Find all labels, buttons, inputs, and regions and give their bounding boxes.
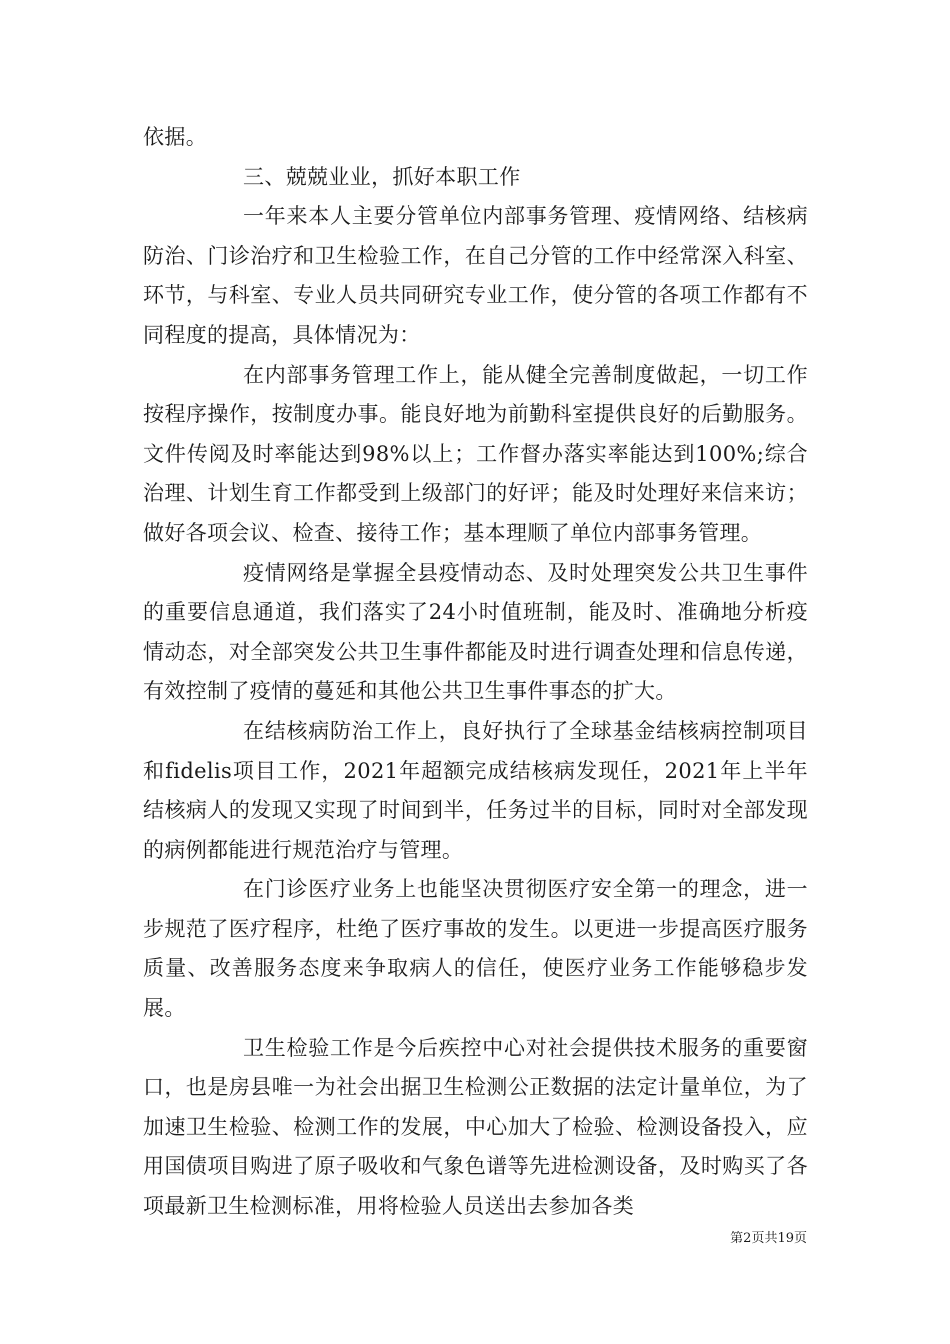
paragraph-outpatient: 在门诊医疗业务上也能坚决贯彻医疗安全第一的理念，进一步规范了医疗程序，杜绝了医疗事故的发生。以更进一步提高医疗服务质量、改善服务态度来争取病人的信任，使医疗业务工作能够稳步发展。 (143, 877, 808, 1021)
page-number-footer: 第2页共19页 (730, 1231, 807, 1246)
paragraph-health-inspection: 卫生检验工作是今后疾控中心对社会提供技术服务的重要窗口，也是房县唯一为社会出据卫生检测公正数据的法定计量单位，为了加速卫生检验、检测工作的发展，中心加大了检验、检测设备投入，应用国债项目购进了原子吸收和气象色谱等先进检测设备，及时购买了各项最新卫生检测标准，用将检验人员送出去参加各类 (143, 1035, 808, 1219)
paragraph-overview: 一年来本人主要分管单位内部事务管理、疫情网络、结核病防治、门诊治疗和卫生检验工作，在自己分管的工作中经常深入科室、环节，与科室、专业人员共同研究专业工作，使分管的各项工作都有不同程度的提高，具体情况为： (143, 204, 808, 347)
paragraph-epidemic-network: 疫情网络是掌握全县疫情动态、及时处理突发公共卫生事件的重要信息通道，我们落实了24小时值班制，能及时、准确地分析疫情动态，对全部突发公共卫生事件都能及时进行调查处理和信息传递，有效控制了疫情的蔓延和其他公共卫生事件事态的扩大。 (143, 560, 808, 704)
document-body (143, 118, 808, 1227)
section-heading: 三、兢兢业业，抓好本职工作 (243, 164, 521, 189)
paragraph-internal-affairs: 在内部事务管理工作上，能从健全完善制度做起，一切工作按程序操作，按制度办事。能良好地为前勤科室提供良好的后勤服务。文件传阅及时率能达到98%以上；工作督办落实率能达到100%;综合治理、计划生育工作都受到上级部门的好评；能及时处理好来信来访；做好各项会议、检查、接待工作；基本理顺了单位内部事务管理。 (143, 362, 808, 545)
paragraph-tuberculosis: 在结核病防治工作上，良好执行了全球基金结核病控制项目和fidelis项目工作，2021年超额完成结核病发现任，2021年上半年结核病人的发现又实现了时间到半，任务过半的目标，同时对全部发现的病例都能进行规范治疗与管理。 (143, 718, 808, 862)
paragraph-1: 依据。 (143, 125, 208, 149)
